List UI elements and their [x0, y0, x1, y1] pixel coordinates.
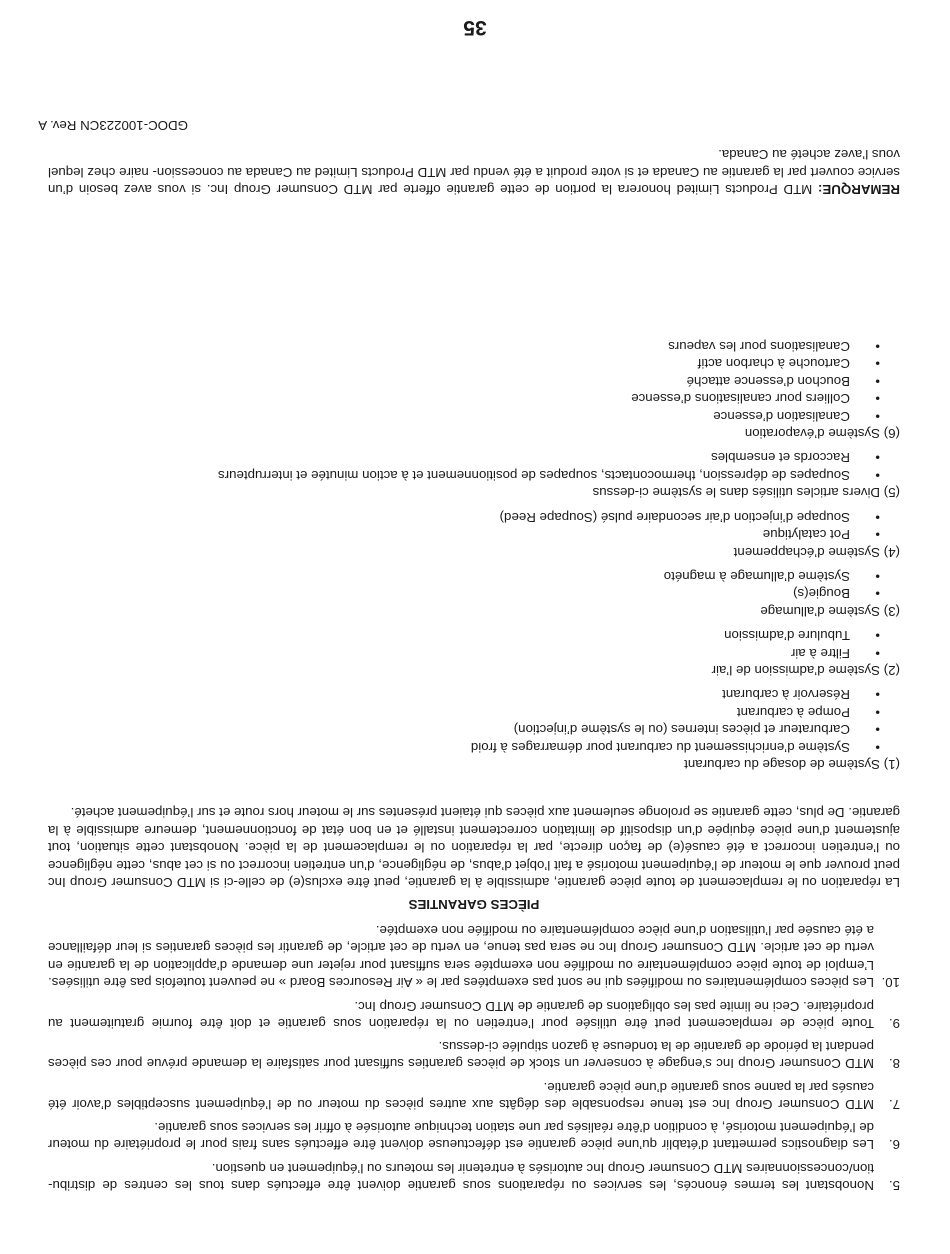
system-6-item-text: Canalisations pour les vapeurs [668, 339, 850, 355]
bullet-glyph: • [875, 527, 880, 543]
system-1-item [48, 703, 900, 720]
bullet-glyph: • [875, 391, 880, 407]
item-6 [48, 1118, 900, 1153]
system-6-item [48, 372, 900, 389]
bullet-glyph: • [875, 645, 880, 661]
system-6-item-text: Canalisation d’essence [713, 408, 850, 424]
system-2-item-text: Tubulure d’admission [724, 628, 850, 644]
system-2-item [48, 644, 900, 661]
system-4-item-text: Pot catalytique [762, 527, 850, 543]
system-4-item [48, 526, 900, 543]
system-6-item-text: Colliers pour canalisations d’essence [631, 391, 850, 407]
item-5 [48, 1159, 900, 1194]
system-1-item [48, 686, 900, 703]
system-5-item [48, 449, 900, 466]
system-3-item-text: Système d’allumage à magnéto [663, 568, 850, 584]
bullet-glyph: • [875, 509, 880, 525]
system-5-title: (5) Divers articles utilisés dans le système ci-dessus [592, 485, 900, 501]
bullet-glyph: • [875, 739, 880, 755]
system-6-item [48, 355, 900, 372]
system-1-item-text: Pompe à carburant [736, 704, 850, 720]
bullet-glyph: • [875, 628, 880, 644]
system-3-item [48, 585, 900, 602]
bullet-glyph: • [875, 356, 880, 372]
item-text: MTD Consumer Group Inc est tenue responsable des dégâts aux autres pièces du moteur ou de l’équipement susceptibles d’avoir été causés par la panne sous garantie d’une pièce garantie. [48, 1079, 874, 1112]
bullet-glyph: • [875, 704, 880, 720]
system-1-item [48, 721, 900, 738]
system-6-item [48, 390, 900, 407]
item-number: 5. [888, 1178, 900, 1193]
system-4-item [48, 508, 900, 525]
remark-note [48, 146, 900, 198]
item-number: 8. [888, 1056, 900, 1071]
bullet-glyph: • [875, 373, 880, 389]
item-number: 10. [881, 975, 900, 990]
item-text: MTD Consumer Group Inc s’engage à conserver un stock de pièces garanties suffisant pour satisfaire la demande prévue pour ces pièces pendant la période de garantie de la tondeuse à gazon stipulée ci-dessus. [48, 1038, 874, 1071]
bullet-glyph: • [875, 339, 880, 355]
bullet-glyph: • [875, 687, 880, 703]
system-3-item-text: Bougie(s) [793, 586, 850, 602]
bullet-glyph: • [875, 450, 880, 466]
bullet-glyph: • [875, 586, 880, 602]
bullet-glyph: • [875, 722, 880, 738]
system-1-item-text: Réservoir à carburant [722, 687, 850, 703]
system-5-item [48, 467, 900, 484]
system-1-title: (1) Système de dosage du carburant [684, 757, 900, 772]
item-text: Toute pièce de remplacement peut être utilisée pour l’entretien ou la réparation sous garantie et doit être fournie gratuitement au propriétaire. Ceci ne limite pas les obligations de garantie de MTD Consumer Group Inc. [48, 998, 874, 1031]
system-6-item [48, 338, 900, 355]
remark-label: REMARQUE: [818, 182, 900, 197]
bullet-glyph: • [875, 467, 880, 483]
system-6-item [48, 407, 900, 424]
system-4-item-text: Soupape d’injection d’air secondaire pulsé (Soupape Reed) [499, 509, 850, 525]
item-number: 7. [888, 1097, 900, 1112]
item-number: 6. [888, 1137, 900, 1152]
system-3-title: (3) Système d’allumage [760, 603, 900, 619]
system-6-item-text: Cartouche à charbon actif [697, 356, 850, 372]
item-7 [48, 1078, 900, 1113]
system-1-item [48, 738, 900, 755]
item-8 [48, 1037, 900, 1072]
system-2-title: (2) Système d’admission de l’air [711, 662, 900, 678]
systems-list [48, 338, 900, 773]
bullet-glyph: • [875, 408, 880, 424]
system-1-item-text: Carburateur et pièces internes (ou le système d’injection) [513, 722, 850, 738]
system-5-item-text: Raccords et ensembles [711, 450, 850, 466]
page-number: 35 [463, 16, 487, 39]
item-9 [48, 997, 900, 1032]
section-heading: PIÈCES GARANTIES [408, 897, 540, 912]
item-text: Les diagnostics permettant d’établir qu’une pièce garantie est défectueuse doivent être effectués sans frais pour le propriétaire du moteur de l’équipement motorisé, à condition d’être réalisés par une station technique autorisée à offrir les services sous garantie. [48, 1119, 874, 1152]
system-1-item-text: Système d’enrichissement du carburant pour démarrages à froid [470, 739, 850, 755]
system-6-title: (6) Système d’évaporation [744, 426, 900, 442]
document-id: GDOC-100223CN Rev. A [38, 118, 188, 133]
item-number: 9. [888, 1016, 900, 1031]
system-2-item [48, 627, 900, 644]
item-text: Les pièces complémentaires ou modifiées qui ne sont pas exemptées par le « Air Resources Board » ne peuvent toutefois pas être utilisées. L’emploi de toute pièce complémentaire ou modifiée non exemptée sera suffisant pour rejeter une demande d’application de la garantie en vertu de cet article. MTD Consumer Group Inc ne sera pas tenue, en vertu de cet article, de garantir les pièces garanties si leur défaillance a été causée par l’utilisation d’une pièce complémentaire ou modifiée non exemptée. [48, 922, 874, 990]
remark-text: MTD Products Limited honorera la portion de cette garantie offerte par MTD Consumer Group Inc. si vous avez besoin d’un service couvert par la garantie au Canada et si votre produit a été vendu par MTD Products Limited au Canada au concession- naire chez lequel vous l’avez acheté au Canada. [48, 147, 900, 197]
bullet-glyph: • [875, 568, 880, 584]
system-3-item [48, 568, 900, 585]
system-4-title: (4) Système d’échappement [733, 544, 900, 560]
system-6-item-text: Bouchon d’essence attaché [686, 373, 850, 389]
item-10 [48, 921, 900, 991]
system-5-item-text: Soupapes de dépression, thermocontacts, soupapes de positionnement et à action minutée et interrupteurs [218, 467, 850, 483]
parts-paragraph: La réparation ou le remplacement de toute pièce garantie, admissible à la garantie, peut être exclus(e) de celle-ci si MTD Consumer Group Inc peut prouver que le moteur de l’équipement motorisé a fait l’objet d’abus, de négligence, d’un entretien incorrect ou si cet abus, cette négligence ou l’entretien incorrect a été causé(e) de façon directe, par la réparation ou le remplacement de la pièce. Nonobstant cette situation, tout ajustement d’une pièce équipée d’un dispositif de limitation correctement installé et en bon état de fonctionnement, demeure admissible à la garantie. De plus, cette garantie se prolonge seulement aux pièces qui étaient présentes sur le moteur hors route et sur l’équipement acheté. [48, 805, 900, 890]
system-2-item-text: Filtre à air [790, 645, 850, 661]
item-text: Nonobstant les termes énoncés, les services ou réparations sous garantie doivent être effectués dans tous les centres de distribu- tion/concessionnaires MTD Consumer Group Inc autorisés à entretenir les moteurs ou l’équipement en question. [48, 1160, 874, 1193]
